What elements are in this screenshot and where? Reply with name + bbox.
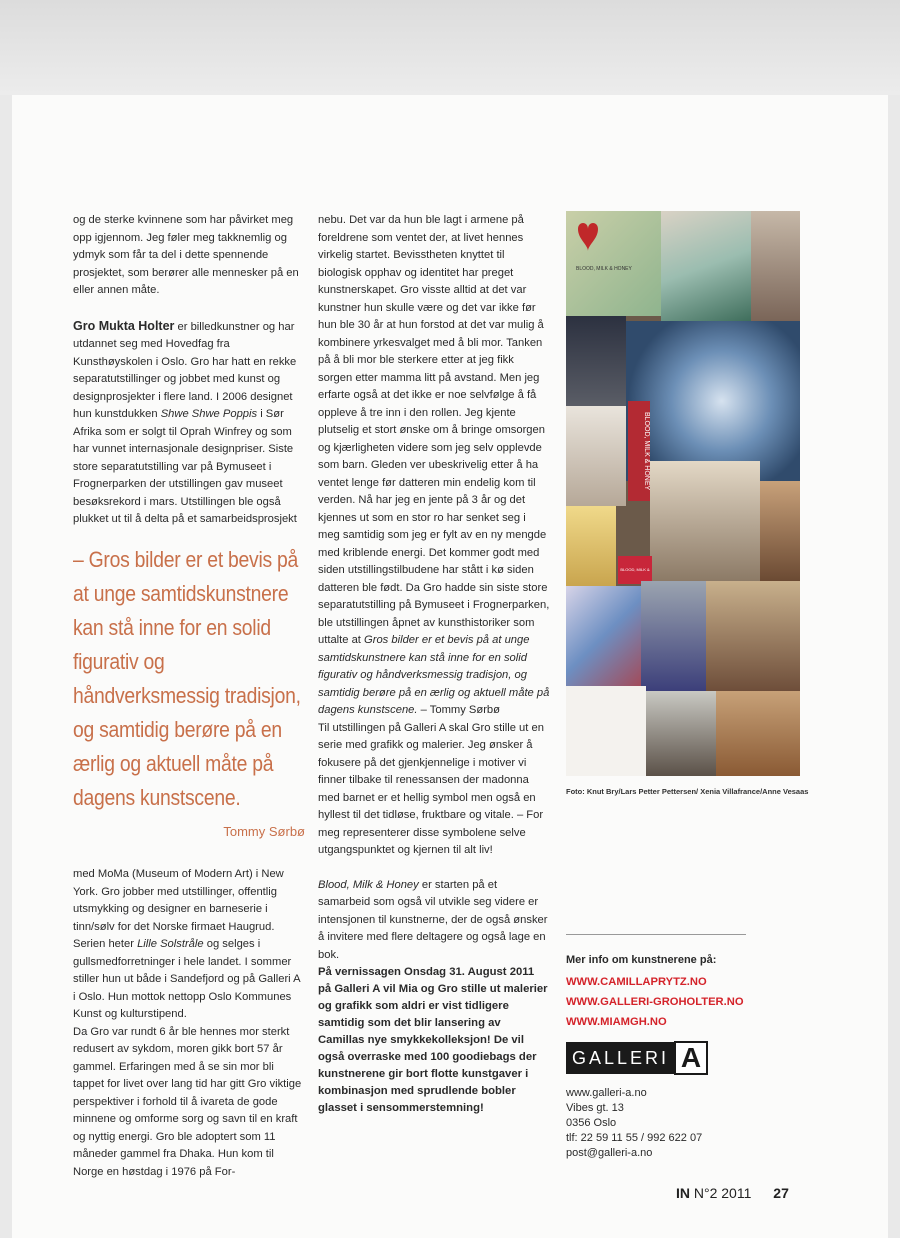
link-miamgh[interactable]: WWW.MIAMGH.NO [566, 1015, 667, 1028]
collage-tile-mother-child [716, 691, 800, 776]
collage-tile-heart [566, 211, 661, 316]
collage-label-3: BLOOD, MILK & [618, 556, 652, 584]
issue-number: N°2 2011 [693, 1185, 752, 1201]
story-end: – Tommy Sørbø [417, 704, 500, 716]
childhood-paragraph: Da Gro var rundt 6 år ble hennes mor sterkt redusert av sykdom, moren gikk bort 57 år gammel. Erfaringen med å se sin mor bli tappet for livet over lang tid har gitt Gro viktige perspektiver i forhold til å ivareta de gode minnene og omforme sorg og savn til en kraft og nyttig energi. Gro ble adoptert som 11 måneder gammel fra Dhaka. Hun kom til Norge en høstdag i 1976 på For- [73, 1025, 302, 1178]
collage-tile-green-figure [661, 211, 751, 321]
collage-tile-dark [566, 316, 626, 406]
scan-shadow [0, 0, 900, 95]
photo-collage [566, 211, 800, 776]
pull-quote: – Gros bilder er et bevis på at unge samtidskunstnere kan stå inne for en solid figurativ og håndverksmessig tradisjon, og samtidig berøre på en ærlig og aktuell måte på dagens kunstscene. [73, 546, 301, 810]
collage-tile-small-frames [566, 406, 626, 506]
collage-tile-blonde [566, 506, 616, 586]
collage-tile-masks [566, 586, 641, 686]
exhibition-paragraph: Til utstillingen på Galleri A skal Gro stille ut en serie med grafikk og malerier. Jeg ønsker å fokusere på det gjenkjennelige i motiver vi finner tilbake til renessansen der madonna med barnet er et hellig symbol men også en hyllest til det tidløse, fruktbare og vitale. – For meg representerer disse symbolene selve utgangspunktet og kjernen til alt liv! [318, 721, 544, 856]
photo-credit: Foto: Knut Bry/Lars Petter Pettersen/ Xenia Villafrance/Anne Vesaas [566, 787, 809, 796]
contact-email[interactable]: post@galleri-a.no [566, 1146, 653, 1159]
story-text: nebu. Det var da hun ble lagt i armene på foreldrene som ventet der, at livet hennes virkelig startet. Bevisstheten knyttet til biologisk opphav og identitet har preget kunstnerskapet. Gro visste alltid at det var kunstner hun skulle være og det var ikke før hun ble 30 år at hun forstod at det var mulig å kombinere yrkesvalget med å bli mor. Tanken på å bli mor ble sterkere etter at jeg fikk sorgen etter mamma litt på avstand. Men jeg erfarte også at det ikke er noe selvfølge å få oppleve å tre inn i den rollen. Jeg kjente plutselig et stort ønske om å bringe omsorgen og kjærligheten videre som jeg selv opplevde som barn. Gleden ver ubeskrivelig etter å ha ventet lenge før datteren min endelig kom til verden. Nå har jeg en jente på 3 år og det kjennes ut som en stor ro har senket seg i meg samtidig som jeg er fylt av en ny mengde med kriblende energi. Det kommer godt med siden utstillingstilbudene har stått i kø siden datteren ble født. Da Gro hadde sin siste store separatutstilling på Bymuseet i Frognerparken, ble utstillingen åpnet av kunsthistoriker som uttalte at [318, 214, 550, 646]
collage-tile-woman-blue [641, 581, 706, 691]
p3-text-a: med MoMa (Museum of Modern Art) i New York. Gro jobber med utstillinger, offentlig utsmykking og designer en barneserie i tinn/sølv for det Norske firmaet Haugrud. Serien heter [73, 868, 284, 950]
galleri-a-logo [566, 1042, 756, 1074]
logo-letter: A [674, 1041, 708, 1075]
collage-label-2: BLOOD, MILK & HONEY [628, 401, 650, 501]
collage-tile-two-women [706, 581, 800, 691]
p3-text-b: og selges i gullsmedforretninger i hele landet. I sommer stiller hun ut både i Sandefjord og på Galleri A i Oslo. Hun mottok nettopp Oslo Kommunes Kunst og kulturstipend. [73, 938, 301, 1020]
contact-phone: tlf: 22 59 11 55 / 992 622 07 [566, 1131, 703, 1144]
page-footer [676, 1185, 789, 1201]
bio-text-a: er billedkunstner og har utdannet seg med Hovedfag fra Kunsthøyskolen i Oslo. Gro har hatt en rekke separatutstillinger og jobbet med kunst og designprosjekter i flere land. I 2006 designet hun kunstdukken [73, 320, 297, 420]
text-column-2 [318, 212, 550, 1117]
collab-paragraph [318, 877, 550, 965]
story-italic: Gros bilder er et bevis på at unge samtidskunstnere kan stå inne for en solid figurativ og håndverksmessig tradisjon, og samtidig berøre på en ærlig og aktuell måte på dagens kunstscene. [318, 634, 550, 716]
collab-text: er starten på et samarbeid som også vil utvikle seg videre er intensjonen til kunstnerne, der de også ønsker å invitere med flere deltagere og også lage en bok. [318, 878, 548, 961]
link-galleri-groholter[interactable]: WWW.GALLERI-GROHOLTER.NO [566, 995, 744, 1008]
story-paragraph [318, 212, 550, 720]
contact-info [566, 1086, 756, 1161]
page-number: 27 [773, 1185, 789, 1201]
quote-author: Tommy Sørbø [223, 823, 305, 839]
info-box [566, 952, 756, 1161]
collab-italic: Blood, Milk & Honey [318, 878, 419, 891]
artist-name: Gro Mukta Holter [73, 318, 175, 333]
moma-paragraph [73, 866, 305, 1024]
p3-italic: Lille Solstråle [137, 938, 204, 950]
bio-text-b: i Sør Afrika som er solgt til Oprah Winfrey og som har vunnet internasjonale designpriser. Siste store separatutstilling var på Bymuseet i Frognerparken der utstillingen gav museet besøksrekord i mars. Utstillingen ble også plukket ut til å delta på et samarbeidsprosjekt [73, 408, 297, 525]
link-camillaprytz[interactable]: WWW.CAMILLAPRYTZ.NO [566, 975, 707, 988]
bio-italic: Shwe Shwe Poppis [160, 408, 258, 420]
collage-tile-figures [646, 691, 716, 776]
divider [566, 934, 746, 935]
magazine-logo: IN [676, 1185, 690, 1201]
heart-icon [566, 211, 661, 316]
collage-label-1: BLOOD, MILK & HONEY [576, 266, 632, 272]
contact-city: 0356 Oslo [566, 1116, 617, 1129]
bio-paragraph [73, 318, 305, 529]
vernissage-paragraph: På vernissagen Onsdag 31. August 2011 på Galleri A vil Mia og Gro stille ut malerier og grafikk som aldri er vist tidligere samtidig som det blir lansering av Camillas nye smykkekolleksjon! De vil også overraske med 100 goodiebags der kunstnerene gir bort flotte kunstgaver i kombinasjon med sprudlende bobler glasset i sensommerstemning! [318, 966, 548, 1114]
info-heading: Mer info om kunstnerene på: [566, 954, 717, 966]
logo-text: GALLERI [566, 1042, 675, 1074]
collage-tile-animal-drawings [566, 686, 646, 776]
contact-web[interactable]: www.galleri-a.no [566, 1086, 647, 1099]
contact-street: Vibes gt. 13 [566, 1101, 624, 1114]
collage-tile-sketch-portrait [650, 461, 760, 581]
collage-tile-family-photo [751, 211, 800, 321]
collage-tile-portrait-right [760, 481, 800, 581]
text-column-1 [73, 212, 305, 1181]
collage-tile-silver-rabbit [626, 321, 800, 481]
intro-paragraph: og de sterke kvinnene som har påvirket meg opp igjennom. Jeg føler meg takknemlig og ydmyk som får ta del i dette spennende prosjektet, som berører alle mennesker på en eller annen måte. [73, 214, 299, 296]
